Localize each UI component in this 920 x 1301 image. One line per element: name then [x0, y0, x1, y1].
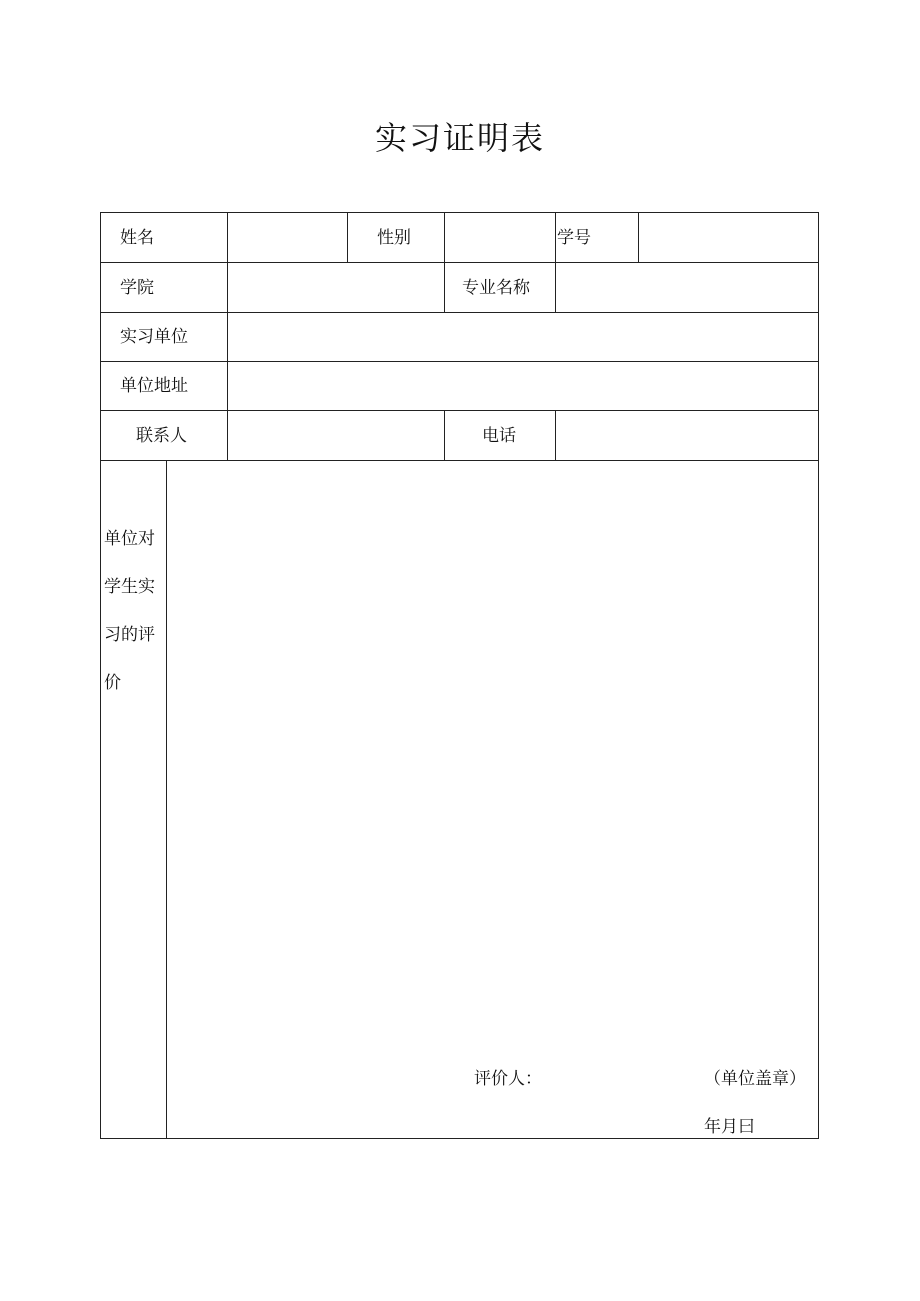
student-id-field[interactable] — [639, 213, 818, 262]
gender-label: 性别 — [377, 228, 411, 248]
address-label: 单位地址 — [120, 376, 188, 396]
student-id-label: 学号 — [557, 228, 591, 248]
date-label: 年月曰 — [704, 1117, 755, 1137]
major-field[interactable] — [556, 263, 818, 312]
seal-label: （单位盖章） — [704, 1069, 806, 1089]
contact-label: 联系人 — [136, 426, 187, 446]
column-divider — [444, 262, 445, 312]
column-divider — [555, 212, 556, 262]
table-border-bottom — [100, 1138, 819, 1139]
contact-field[interactable] — [228, 411, 444, 460]
page-title: 实习证明表 — [374, 119, 545, 157]
evaluation-textarea[interactable] — [167, 461, 818, 1138]
column-divider — [444, 410, 445, 460]
evaluator-label: 评价人： — [474, 1069, 542, 1089]
company-field[interactable] — [228, 313, 818, 361]
table-border-right — [818, 212, 819, 1139]
table-border-left — [100, 212, 101, 1139]
major-label: 专业名称 — [462, 278, 530, 298]
college-field[interactable] — [228, 263, 444, 312]
column-divider — [347, 212, 348, 262]
certificate-form — [100, 212, 819, 1139]
college-label: 学院 — [120, 278, 154, 298]
name-label: 姓名 — [120, 228, 154, 248]
evaluation-label: 单位对学生实习的评价 — [104, 529, 155, 693]
address-field[interactable] — [228, 362, 818, 410]
phone-label: 电话 — [482, 426, 516, 446]
gender-field[interactable] — [445, 213, 555, 262]
phone-field[interactable] — [556, 411, 818, 460]
company-label: 实习单位 — [120, 327, 188, 347]
name-field[interactable] — [228, 213, 347, 262]
